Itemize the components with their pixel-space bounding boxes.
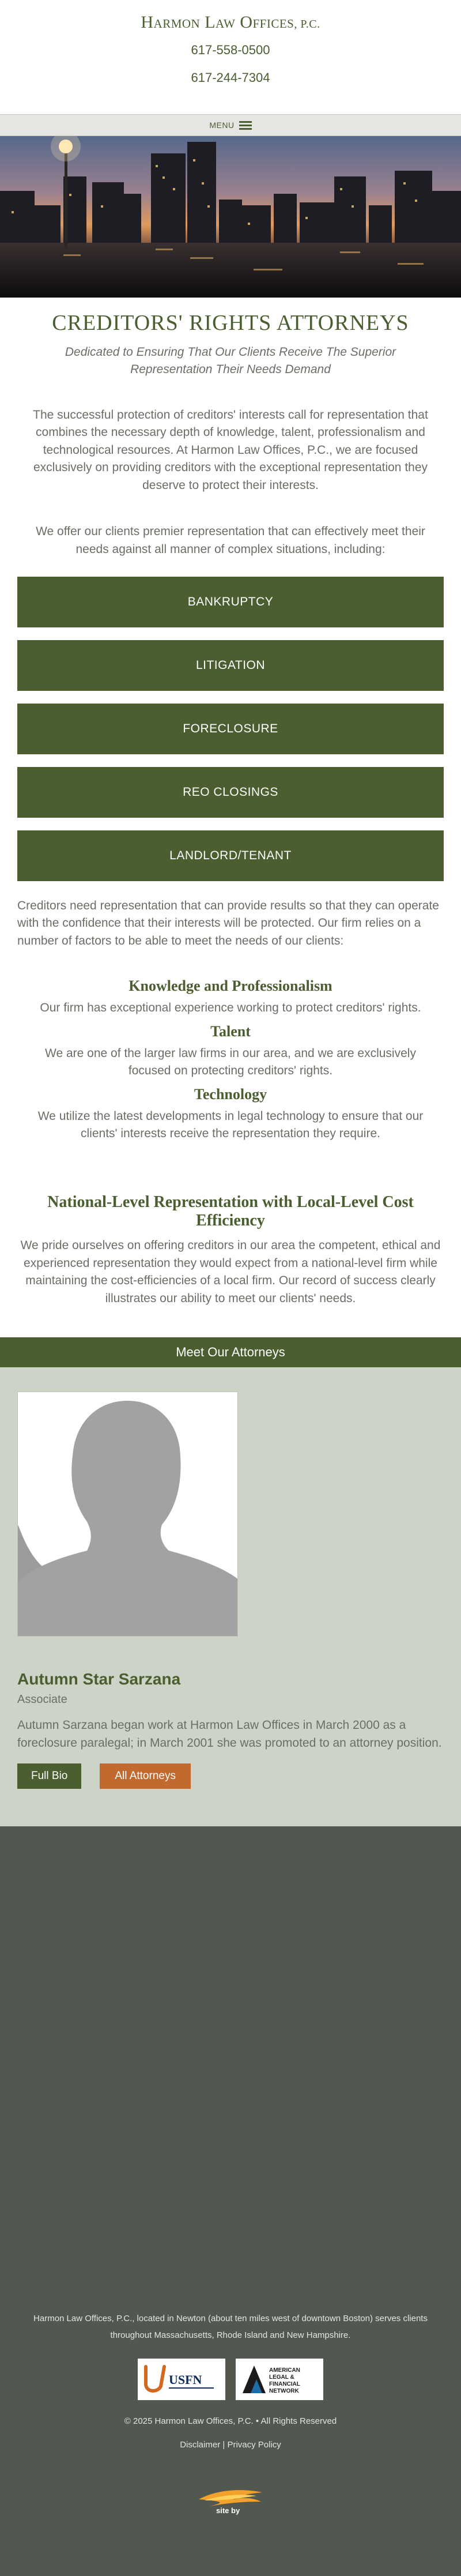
service-button-bankruptcy[interactable]: BANKRUPTCY [17,577,444,627]
page-title: CREDITORS' RIGHTS ATTORNEYS [52,311,409,335]
attorney-card [0,1367,461,1826]
all-attorneys-button[interactable]: All Attorneys [100,1763,191,1789]
factor-title: Technology [194,1085,267,1103]
site-by-text: site by [216,2506,240,2515]
factor-text: We are one of the larger law firms in our area, and we are exclusively focused on protecting creditors' rights. [45,1046,416,1078]
services-list [17,577,444,881]
main-content [0,310,461,1307]
attorney-photo-placeholder [17,1392,238,1637]
firm-name: Harmon Law Offices [141,13,294,32]
footer-links: Disclaimer | Privacy Policy [180,2440,281,2450]
hamburger-icon [239,121,252,130]
national-heading: National-Level Representation with Local-Level Cost Efficiency [47,1193,414,1230]
site-header [0,0,461,114]
national-paragraph: We pride ourselves on offering creditors in our area the competent, ethical and experienced representation they would expect from a national-level firm while maintaining the cost-efficiencies of a local firm. Our record of success clearly illustrates our ability to meet our clients' needs. [20,1239,441,1305]
svg-text:NETWORK: NETWORK [269,2388,299,2395]
flame-logo-icon [193,2482,268,2517]
attorney-bio: Autumn Sarzana began work at Harmon Law Offices in March 2000 as a foreclosure paralegal; in March 2001 she was promoted to an attorney position. [17,1718,442,1750]
person-silhouette-icon [18,1392,238,1637]
service-button-landlord-tenant[interactable]: LANDLORD/TENANT [17,830,444,881]
phone-link-2[interactable]: 617-244-7304 [191,70,270,85]
usfn-text: USFN [169,2372,202,2387]
svg-text:LEGAL &: LEGAL & [269,2374,294,2381]
firm-logo[interactable]: Harmon Law Offices, P.C. [141,13,320,32]
factor-text: We utilize the latest developments in legal technology to ensure that our clients' interests receive the representation they require. [37,1109,424,1140]
hero-city-image [0,136,461,298]
full-bio-button[interactable]: Full Bio [17,1763,81,1789]
privacy-policy-link[interactable]: Privacy Policy [227,2440,281,2450]
offer-paragraph: We offer our clients premier representation that can effectively meet their needs against all manner of complex situations, including: [36,525,425,556]
site-by-logo[interactable] [0,2482,461,2517]
factors-list [17,977,444,1142]
svg-text:AMERICAN: AMERICAN [269,2367,300,2374]
alfn-badge[interactable] [236,2359,323,2400]
service-button-reo-closings[interactable]: REO CLOSINGS [17,767,444,818]
phone-link-1[interactable]: 617-558-0500 [191,43,270,57]
attorney-actions [17,1763,444,1789]
service-button-foreclosure[interactable]: FORECLOSURE [17,704,444,754]
factor-title: Knowledge and Professionalism [129,977,332,995]
city-skyline-illustration [0,136,461,298]
intro-paragraph: The successful protection of creditors' interests call for representation that combines the necessary depth of knowledge, talent, professionalism and technological resources. At Harmon Law Offices, P.C., we are focused exclusively on providing creditors with the exceptional representation they deserve to protect their interests. [33,408,428,492]
menu-label: MENU [209,121,235,130]
factor-text: Our firm has exceptional experience working to protect creditors' rights. [40,1001,421,1015]
menu-toggle[interactable] [0,114,461,136]
alfn-logo-icon [239,2362,320,2397]
disclaimer-link[interactable]: Disclaimer [180,2440,221,2450]
service-button-litigation[interactable]: LITIGATION [17,640,444,691]
svg-text:FINANCIAL: FINANCIAL [269,2381,300,2388]
usfn-logo-icon [141,2362,222,2397]
firm-suffix: P.C. [300,18,320,31]
results-paragraph: Creditors need representation that can provide results so that they can operate with the confidence that their interests will be protected. Our firm relies on a number of factors to be able to meet the needs of our clients: [17,898,439,947]
factor-title: Talent [210,1022,251,1040]
copyright-text: © 2025 Harmon Law Offices, P.C. • All Rights Reserved [124,2416,337,2427]
footer-description: Harmon Law Offices, P.C., located in Newton (about ten miles west of downtown Boston) serves clients throughout Massachusetts, Rhode Island and New Hampshire. [33,2314,428,2340]
usfn-badge[interactable] [138,2359,225,2400]
attorney-role: Associate [17,1693,67,1706]
page-subtitle: Dedicated to Ensuring That Our Clients Receive The Superior Representation Their Needs Demand [65,345,396,377]
attorneys-section-header: Meet Our Attorneys [0,1337,461,1367]
affiliation-badges [0,2359,461,2400]
attorney-name: Autumn Star Sarzana [17,1670,181,1688]
site-footer [0,1826,461,2576]
